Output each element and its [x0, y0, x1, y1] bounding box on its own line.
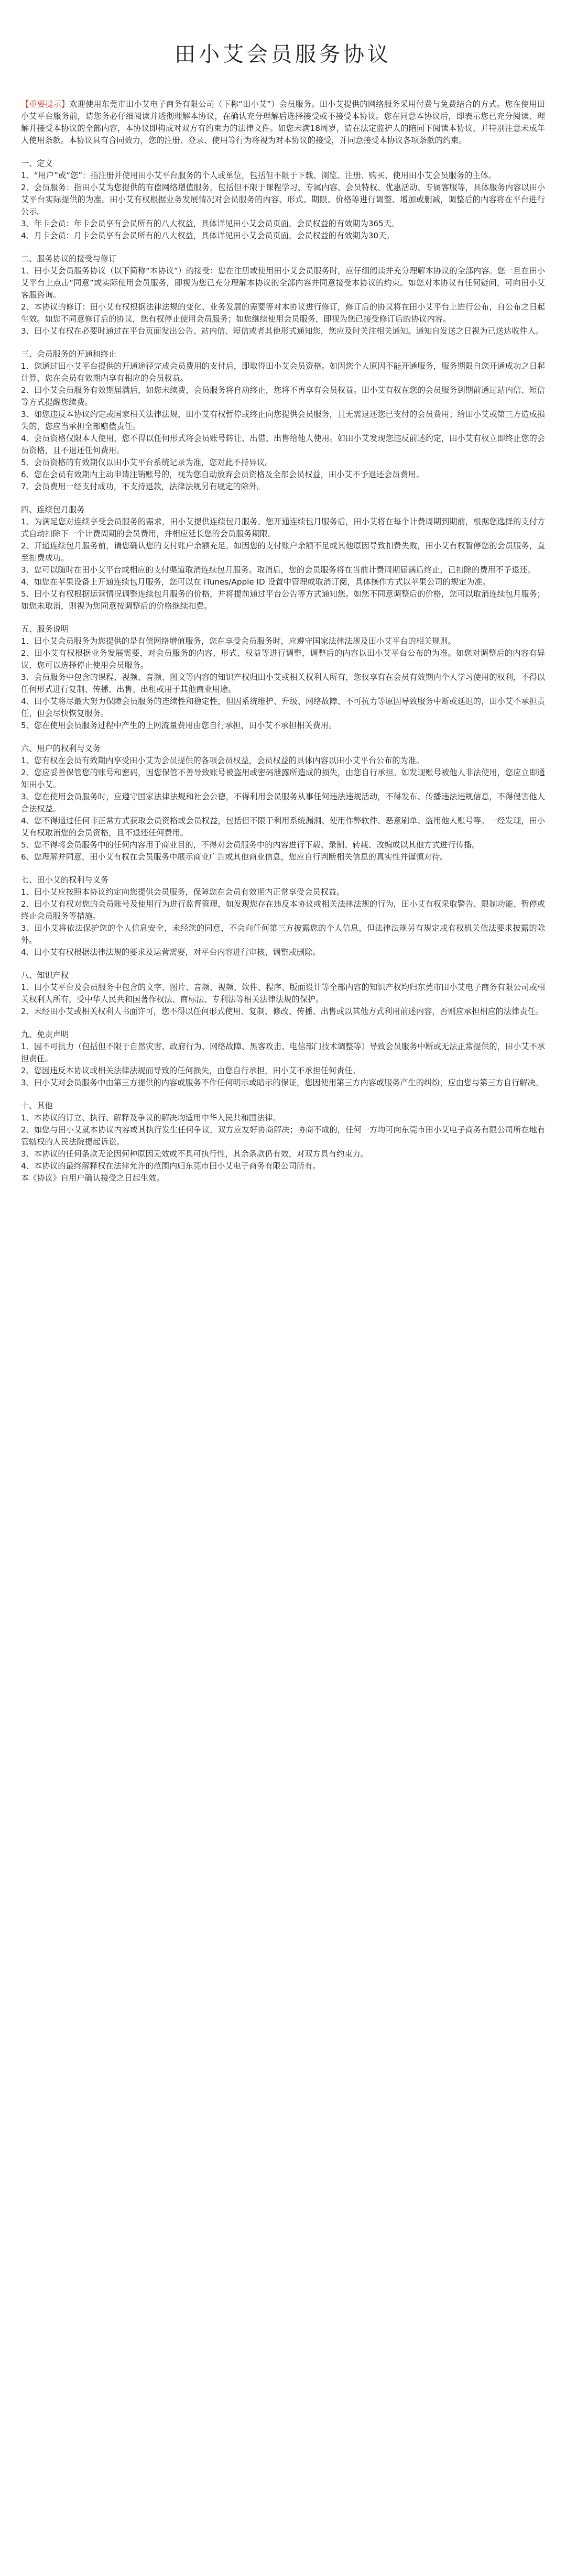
section-paragraph: 4、田小艾有权根据法律法规的要求及运营需要，对平台内容进行审核、调整或删除。 [21, 948, 321, 957]
section-paragraph: 2、您因违反本协议或相关法律法规而导致的任何损失，由您自行承担，田小艾不承担任何责任。 [21, 1066, 361, 1075]
section-paragraph: 2、田小艾会员服务有效期届满后，如您未续费，会员服务将自动终止，您将不再享有会员权益。田小艾有权在您的会员服务到期前通过站内信、短信等方式提醒您续费。 [21, 386, 545, 407]
section-paragraph: 5、您在使用会员服务过程中产生的上网流量费用由您自行承担，田小艾不承担相关费用。 [21, 721, 336, 730]
agreement-section [21, 1029, 545, 1089]
section-heading: 四、连续包月服务 [21, 505, 85, 514]
section-paragraph: 3、年卡会员：年卡会员享有会员所有的八大权益，具体详见田小艾会员页面。会员权益的有效期为365天。 [21, 219, 400, 228]
section-heading: 七、田小艾的权利与义务 [21, 875, 109, 885]
section-paragraph: 7、会员费用一经支付成功，不支持退款，法律法规另有规定的除外。 [21, 482, 265, 491]
section-paragraph: 3、您可以随时在田小艾平台或相应的支付渠道取消连续包月服务。取消后，您的会员服务将在当前计费周期届满后终止，已扣除的费用不予退还。 [21, 565, 536, 575]
intro-text: 欢迎使用东莞市田小艾电子商务有限公司（下称“田小艾”）会员服务。田小艾提供的网络服务采用付费与免费结合的方式。您在使用田小艾平台服务前，请您务必仔细阅读并透彻理解本协议，在确认充分理解后选择接受或不接受本协议。您在同意本协议后，即表示您已充分阅读、理解并接受本协议的全部内容，本协议即构成对双方有约束力的法律文件。如您未满18周岁，请在法定监护人的陪同下阅读本协议，并特别注意未成年人使用条款。本协议具有合同效力，您的注册、登录、使用等行为将视为对本协议的接受，并同意接受本协议各项条款的约束。 [21, 100, 545, 145]
section-paragraph: 6、您理解并同意，田小艾有权在会员服务中展示商业广告或其他商业信息，您应自行判断相关信息的真实性并谨慎对待。 [21, 852, 448, 862]
section-heading: 三、会员服务的开通和终止 [21, 349, 117, 359]
section-paragraph: 3、田小艾将依法保护您的个人信息安全，未经您的同意，不会向任何第三方披露您的个人信息，但法律法规另有规定或有权机关依法要求披露的除外。 [21, 923, 545, 945]
section-paragraph: 1、本协议的订立、执行、解释及争议的解决均适用中华人民共和国法律。 [21, 1113, 281, 1122]
section-paragraph: 1、因不可抗力（包括但不限于自然灾害、政府行为、网络故障、黑客攻击、电信部门技术调整等）导致会员服务中断或无法正常提供的，田小艾不承担责任。 [21, 1042, 545, 1063]
intro-block [21, 98, 545, 147]
section-paragraph: 1、田小艾会员服务协议（以下简称“本协议”）的接受：您在注册或使用田小艾会员服务时，应仔细阅读并充分理解本协议的全部内容。您一旦在田小艾平台上点击“同意”或实际使用会员服务，即视为您已充分理解本协议的全部内容并同意接受本协议的约束。如您对本协议有任何疑问，可向田小艾客服咨询。 [21, 266, 545, 300]
section-paragraph: 2、如您与田小艾就本协议内容或其执行发生任何争议，双方应友好协商解决；协商不成的，任何一方均可向东莞市田小艾电子商务有限公司所在地有管辖权的人民法院提起诉讼。 [21, 1125, 545, 1147]
section-heading: 一、定义 [21, 159, 53, 168]
agreement-section [21, 504, 545, 612]
page-title: 田小艾会员服务协议 [175, 42, 391, 67]
section-heading: 五、服务说明 [21, 624, 69, 634]
agreement-section [21, 623, 545, 732]
agreement-section [21, 348, 545, 493]
section-paragraph: 4、如您在苹果设备上开通连续包月服务，您可以在 iTunes/Apple ID 设置中管理或取消订阅，具体操作方式以苹果公司的规定为准。 [21, 577, 491, 587]
section-heading: 六、用户的权利与义务 [21, 744, 101, 753]
section-paragraph: 3、您在使用会员服务时，应遵守国家法律法规和社会公德，不得利用会员服务从事任何违法违规活动，不得发布、传播违法违规信息，不得侵害他人合法权益。 [21, 792, 545, 813]
section-paragraph: 1、您通过田小艾平台提供的开通途径完成会员费用的支付后，即取得田小艾会员资格。如因您个人原因不能开通服务，服务期限自您开通成功之日起计算，您在会员有效期内享有相应的会员权益。 [21, 361, 545, 383]
section-paragraph: 1、田小艾平台及会员服务中包含的文字、图片、音频、视频、软件、程序、版面设计等全部内容的知识产权均归东莞市田小艾电子商务有限公司或相关权利人所有，受中华人民共和国著作权法、商标法、专利法等相关法律法规的保护。 [21, 983, 545, 1004]
section-paragraph: 2、您应妥善保管您的账号和密码，因您保管不善导致账号被盗用或密码泄露所造成的损失，由您自行承担。如发现账号被他人非法使用，您应立即通知田小艾。 [21, 768, 545, 789]
intro-lead: 【重要提示】 [21, 100, 70, 109]
agreement-section [21, 970, 545, 1018]
section-heading: 二、服务协议的接受与修订 [21, 254, 117, 263]
section-paragraph: 2、田小艾有权对您的会员账号及使用行为进行监督管理，如发现您存在违反本协议或相关法律法规的行为，田小艾有权采取警告、限制功能、暂停或终止会员服务等措施。 [21, 899, 545, 921]
section-paragraph: 2、未经田小艾或相关权利人书面许可，您不得以任何形式使用、复制、修改、传播、出售或以其他方式利用前述内容，否则应承担相应的法律责任。 [21, 1007, 543, 1016]
intro-paragraph [21, 98, 545, 147]
section-heading: 八、知识产权 [21, 971, 69, 980]
sections-container [21, 158, 545, 1184]
section-paragraph: 2、田小艾有权根据业务发展需要，对会员服务的内容、形式、权益等进行调整，调整后的内容以田小艾平台公布的为准。如您对调整后的内容有异议，您可以选择停止使用会员服务。 [21, 648, 545, 670]
section-paragraph: 2、开通连续包月服务前，请您确认您的支付账户余额充足。如因您的支付账户余额不足或其他原因导致扣费失败，田小艾有权暂停您的会员服务，直至扣费成功。 [21, 541, 545, 563]
section-paragraph: 1、田小艾应按照本协议约定向您提供会员服务，保障您在会员有效期内正常享受会员权益。 [21, 887, 345, 897]
section-paragraph: 1、“用户”或“您”：指注册并使用田小艾平台服务的个人或单位，包括但不限于下载、浏览、注册、购买、使用田小艾会员服务的主体。 [21, 171, 496, 180]
section-paragraph: 3、本协议的任何条款无论因何种原因无效或不具可执行性，其余条款仍有效，对双方具有约束力。 [21, 1149, 368, 1159]
section-paragraph: 3、田小艾有权在必要时通过在平台页面发出公告、站内信、短信或者其他形式通知您，您应及时关注相关通知。通知自发送之日视为已送达收件人。 [21, 326, 543, 336]
section-paragraph: 3、如您违反本协议约定或国家相关法律法规，田小艾有权暂停或终止向您提供会员服务，且无需退还您已支付的会员费用；给田小艾或第三方造成损失的，您应当承担全部赔偿责任。 [21, 410, 545, 431]
section-paragraph: 6、您在会员有效期内主动申请注销账号的，视为您自动放弃会员资格及全部会员权益，田小艾不予退还会员费用。 [21, 470, 424, 479]
section-paragraph: 本《协议》自用户确认接受之日起生效。 [21, 1173, 165, 1183]
agreement-section [21, 743, 545, 863]
agreement-section [21, 874, 545, 959]
section-paragraph: 5、会员资格的有效期仅以田小艾平台系统记录为准，您对此不持异议。 [21, 458, 273, 467]
agreement-section [21, 253, 545, 337]
section-heading: 十、其他 [21, 1101, 53, 1110]
section-paragraph: 1、田小艾会员服务为您提供的是有偿网络增值服务，您在享受会员服务时，应遵守国家法律法规及田小艾平台的相关规则。 [21, 636, 456, 646]
section-paragraph: 1、您有权在会员有效期内享受田小艾为会员提供的各项会员权益，会员权益的具体内容以田小艾平台公布的为准。 [21, 756, 424, 765]
section-paragraph: 2、本协议的修订：田小艾有权根据法律法规的变化、业务发展的需要等对本协议进行修订，修订后的协议将在田小艾平台上进行公布，自公布之日起生效。如您不同意修订后的协议，您有权停止使用会员服务；如您继续使用会员服务，即视为您已接受修订后的协议内容。 [21, 302, 545, 324]
agreement-section [21, 1100, 545, 1184]
section-paragraph: 5、田小艾有权根据运营情况调整连续包月服务的价格，并将提前通过平台公告等方式通知您。如您不同意调整后的价格，您可以取消连续包月服务；如您未取消，则视为您同意按调整后的价格继续扣费。 [21, 589, 545, 611]
section-paragraph: 4、会员资格仅限本人使用，您不得以任何形式将会员账号转让、出借、出售给他人使用。如田小艾发现您违反前述约定，田小艾有权立即终止您的会员资格，且不退还任何费用。 [21, 434, 545, 455]
section-paragraph: 4、本协议的最终解释权在法律允许的范围内归东莞市田小艾电子商务有限公司所有。 [21, 1161, 321, 1171]
section-paragraph: 2、会员服务：指田小艾为您提供的有偿网络增值服务，包括但不限于课程学习、专属内容、会员特权、优惠活动、专属客服等，具体服务内容以田小艾平台实际提供的为准。田小艾有权根据业务发展情况对会员服务的内容、形式、期限、价格等进行调整、增加或删减，调整后的内容将在平台进行公示。 [21, 183, 545, 216]
section-paragraph: 3、会员服务中包含的课程、视频、音频、图文等内容的知识产权归田小艾或相关权利人所有，您仅享有在会员有效期内个人学习使用的权利，不得以任何形式进行复制、传播、出售、出租或用于其他商业用途。 [21, 673, 545, 694]
section-paragraph: 3、田小艾对会员服务中由第三方提供的内容或服务不作任何明示或暗示的保证，您因使用第三方内容或服务产生的纠纷，应由您与第三方自行解决。 [21, 1078, 543, 1087]
section-paragraph: 5、您不得将会员服务中的任何内容用于商业目的，不得对会员服务中的内容进行下载、录制、转载、改编或以其他方式进行传播。 [21, 840, 480, 850]
section-heading: 九、免责声明 [21, 1030, 69, 1039]
section-paragraph: 4、田小艾将尽最大努力保障会员服务的连续性和稳定性，但因系统维护、升级、网络故障、不可抗力等原因导致服务中断或延迟的，田小艾不承担责任，但会尽快恢复服务。 [21, 697, 545, 718]
section-paragraph: 4、月卡会员：月卡会员享有会员所有的八大权益，具体详见田小艾会员页面。会员权益的有效期为30天。 [21, 231, 395, 240]
section-paragraph: 4、您不得通过任何非正常方式获取会员资格或会员权益，包括但不限于利用系统漏洞、使用作弊软件、恶意刷单、盗用他人账号等。一经发现，田小艾有权取消您的会员资格，且不退还任何费用。 [21, 816, 545, 838]
agreement-section [21, 158, 545, 242]
section-paragraph: 1、为满足您对连续享受会员服务的需求，田小艾提供连续包月服务。您开通连续包月服务后，田小艾将在每个计费周期到期前，根据您选择的支付方式自动扣除下一个计费周期的会员费用，并相应延长您的会员服务期限。 [21, 517, 545, 538]
